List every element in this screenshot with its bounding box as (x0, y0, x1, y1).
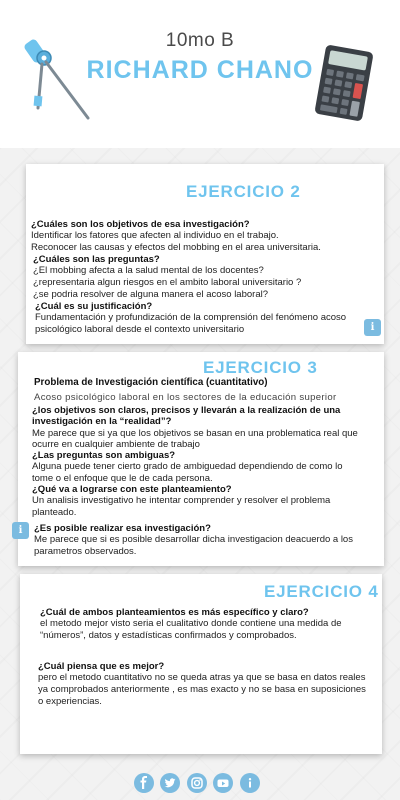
facebook-icon[interactable] (134, 773, 154, 793)
ejercicio-3-title: EJERCICIO 3 (203, 358, 318, 377)
ejercicio-2-answer-3a: Fundamentación y profundización de la comprensión del fenómeno acoso (35, 312, 347, 323)
ejercicio-3-answer-1a: Me parece que si ya que los objetivos se basan en una problematica real que (32, 428, 358, 439)
ejercicio-4-answer-2a: pero el metodo cuantitativo no se queda atras ya que se basa en datos reales (38, 672, 366, 683)
calculator-icon (314, 44, 374, 122)
ejercicio-2-question-1: ¿Cuáles son los objetivos de esa investigación? (31, 219, 250, 230)
ejercicio-3-answer-4b: parametros observados. (34, 546, 137, 557)
info-icon[interactable]: i (364, 319, 381, 336)
ejercicio-4-answer-2b: ya comprobados anteriormente , es mas exacto y no se basa en suposiciones (38, 684, 366, 695)
ejercicio-2-question-2: ¿Cuáles son las preguntas? (33, 254, 160, 265)
ejercicio-4-answer-1a: el metodo mejor visto seria el cualitativo donde contiene una medida de (40, 618, 342, 629)
ejercicio-3-question-3: ¿Qué va a lograrse con este planteamiento? (32, 484, 232, 495)
twitter-icon[interactable] (160, 773, 180, 793)
ejercicio-2-answer-2a: ¿El mobbing afecta a la salud mental de los docentes? (33, 265, 264, 276)
ejercicio-4-title: EJERCICIO 4 (264, 582, 379, 601)
ejercicio-3-problem-label: Problema de Investigación científica (cuantitativo) (34, 377, 268, 388)
info-icon[interactable] (240, 773, 260, 793)
ejercicio-4-question-2: ¿Cuál piensa que es mejor? (38, 661, 165, 672)
ejercicio-3-problem-text: Acoso psicológico laboral en los sectores de la educación superior (34, 392, 337, 403)
ejercicio-4-card (20, 574, 382, 754)
ejercicio-2-card (26, 164, 384, 344)
ejercicio-2-question-3: ¿Cuál es su justificación? (35, 301, 153, 312)
ejercicio-3-question-1a: ¿los objetivos son claros, precisos y llevarán a la realización de una (32, 405, 341, 416)
ejercicio-3-answer-4a: Me parece que si es posible desarrollar dicha investigacion deacuerdo a los (34, 534, 353, 545)
ejercicio-3-card (18, 352, 384, 566)
instagram-icon[interactable] (187, 773, 207, 793)
ejercicio-2-answer-1b: Reconocer las causas y efectos del mobbing en el area universitaria. (31, 242, 321, 253)
ejercicio-3-answer-3b: planteado. (32, 507, 77, 518)
ejercicio-4-question-1: ¿Cuál de ambos planteamientos es más específico y claro? (40, 607, 309, 618)
ejercicio-2-answer-2c: ¿se podria resolver de alguna manera el acoso laboral? (33, 289, 268, 300)
ejercicio-2-title: EJERCICIO 2 (186, 182, 301, 201)
ejercicio-3-question-2: ¿Las preguntas son ambiguas? (32, 450, 176, 461)
header (0, 0, 400, 148)
ejercicio-2-answer-2b: ¿representaria algun riesgos en el ambito laboral universitario ? (33, 277, 302, 288)
ejercicio-3-answer-3a: Un analisis investigativo he intentar comprender y resolver el problema (32, 495, 331, 506)
student-name: RICHARD CHANO (86, 56, 314, 84)
ejercicio-3-question-4: ¿Es posible realizar esa investigación? (34, 523, 211, 534)
youtube-icon[interactable] (213, 773, 233, 793)
ejercicio-3-answer-2b: tome o el enfoque que le de cada persona. (32, 473, 213, 484)
info-icon[interactable]: i (12, 522, 29, 539)
ejercicio-3-answer-1b: ocurre en cualquier ambiente de trabajo (32, 439, 200, 450)
ejercicio-3-question-1b: investigación en la “realidad”? (32, 416, 172, 427)
ejercicio-4-answer-1b: “números”, datos y estadísticas confirmados y comprobados. (40, 630, 297, 641)
class-name: 10mo B (165, 30, 235, 51)
ejercicio-2-answer-1a: Identificar los fatores que afecten al individuo en el trabajo. (31, 230, 279, 241)
ejercicio-3-answer-2a: Alguna puede tener cierto grado de ambiguedad dependiendo de como lo (32, 461, 343, 472)
ejercicio-2-answer-3b: psicológico laboral desde el contexto universitario (35, 324, 245, 335)
ejercicio-4-answer-2c: o experiencias. (38, 696, 102, 707)
